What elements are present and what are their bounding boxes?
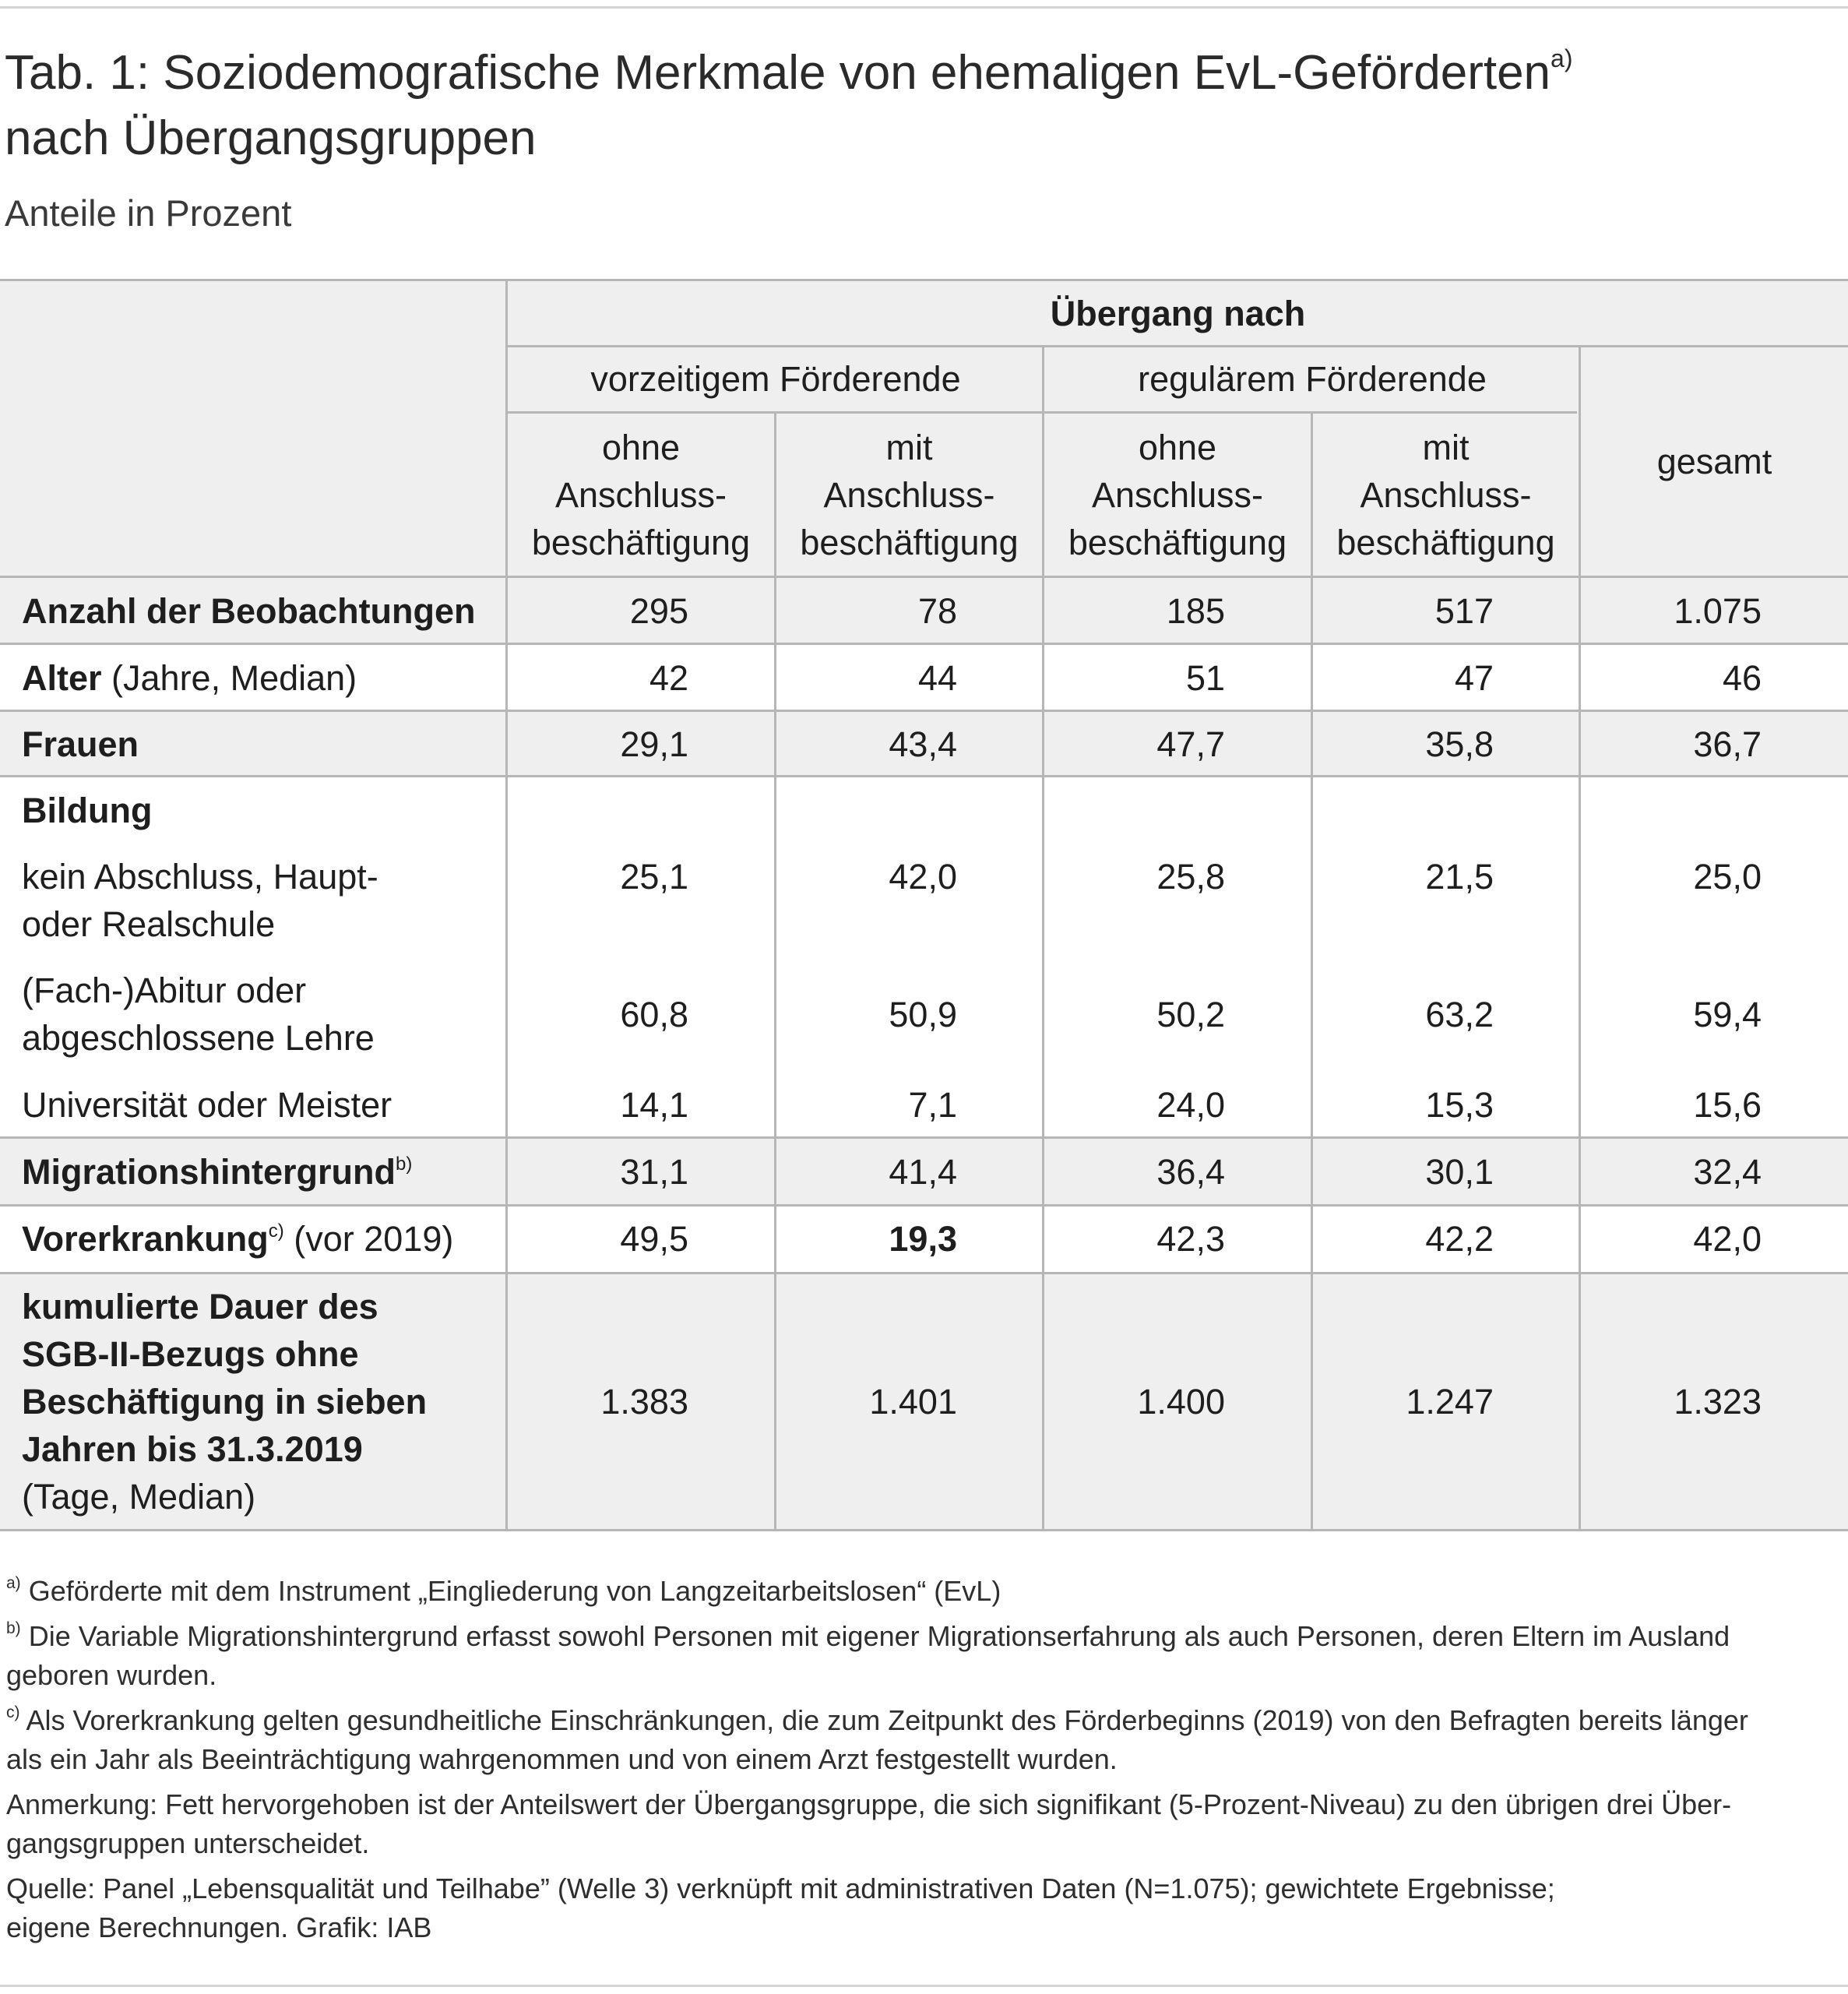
cell-alter-3: 51 (1185, 658, 1225, 698)
cell-anzahl-4: 517 (1434, 591, 1494, 631)
header-sub-2-line-1: mit (885, 428, 933, 467)
header-gesamt: gesamt (1656, 442, 1772, 481)
header-sub-3-line-3: beschäftigung (1068, 523, 1287, 562)
row-label-abitur (22, 967, 375, 1062)
footnote-b-text-1: Die Variable Migrationshintergrund erfasst sowohl Personen mit eigener Migrationserfahrung als auch Personen, deren Eltern im Ausland (28, 1620, 1730, 1652)
quelle-text-1: Quelle: Panel „Lebensqualität und Teilhabe” (Welle 3) verknüpft mit administrativen Daten (N=1.075); gewichtete Ergebnisse; (6, 1872, 1555, 1904)
header-sub-1-line-3: beschäftigung (531, 523, 751, 562)
cell-frauen-3: 47,7 (1156, 724, 1225, 764)
row-label-kein-abschluss (22, 853, 378, 948)
row-label-frauen (22, 720, 139, 768)
quelle-text-2: eigene Berechnungen. Grafik: IAB (6, 1911, 432, 1943)
cell-dauer-4: 1.247 (1406, 1382, 1494, 1422)
row-label-alter-rest: (Jahre, Median) (101, 658, 357, 698)
rule-under-uebergang (506, 345, 1848, 347)
title-line-1: Tab. 1: Soziodemografische Merkmale von ehemaligen EvL-Geförderten (5, 46, 1551, 100)
cell-uni-3: 24,0 (1156, 1085, 1225, 1125)
anmerkung-text-2: gangsgruppen unterscheidet. (6, 1827, 370, 1859)
rule-row-1 (0, 643, 1848, 645)
cell-migration-1: 31,1 (620, 1152, 688, 1192)
col-rule-4 (1311, 411, 1313, 1531)
cell-kein-4: 21,5 (1425, 857, 1494, 897)
bottom-rule (0, 1985, 1848, 1987)
header-sub-3-line-1: ohne (1138, 428, 1217, 467)
top-rule (0, 6, 1848, 9)
cell-abitur-5: 59,4 (1693, 995, 1762, 1034)
row-label-dauer-line-2: SGB-II-Bezugs ohne (22, 1334, 359, 1374)
title-footnote-mark: a) (1551, 44, 1573, 72)
cell-frauen-2: 43,4 (889, 724, 957, 764)
footnotes (6, 1572, 1836, 1953)
row-label-dauer-line-3: Beschäftigung in sieben (22, 1382, 428, 1422)
cell-migration-2: 41,4 (889, 1152, 957, 1192)
row-label-alter-bold: Alter (22, 658, 102, 698)
row-label-migration-text: Migrationshintergrund (22, 1152, 396, 1192)
footnote-c-text-1: Als Vorerkrankung gelten gesundheitliche Einschränkungen, die zum Zeitpunkt des Förderbeginns (2019) von den Befragten bereits länger (26, 1704, 1748, 1736)
footnote-c (6, 1701, 1836, 1779)
header-group-regulaer: regulärem Förderende (1138, 359, 1487, 399)
header-sub-3 (1044, 424, 1311, 566)
row-label-abitur-line-1: (Fach-)Abitur oder (22, 971, 307, 1010)
row-label-anzahl (22, 587, 476, 635)
cell-alter-4: 47 (1454, 658, 1494, 698)
cell-abitur-2: 50,9 (889, 995, 957, 1034)
row-label-vorerkrankung (22, 1215, 453, 1263)
cell-uni-5: 15,6 (1693, 1085, 1762, 1125)
rule-row-3 (0, 775, 1848, 777)
header-sub-2 (776, 424, 1042, 566)
table-title (5, 41, 1827, 171)
cell-vorerkrankung-4: 42,2 (1425, 1219, 1494, 1259)
cell-dauer-1: 1.383 (600, 1382, 688, 1422)
cell-migration-3: 36,4 (1156, 1152, 1225, 1192)
header-sub-2-line-3: beschäftigung (800, 523, 1019, 562)
rule-header-bottom (0, 576, 1848, 578)
header-sub-1 (508, 424, 774, 566)
row-label-kein-line-2: oder Realschule (22, 904, 276, 944)
row-label-dauer-line-1: kumulierte Dauer des (22, 1287, 378, 1326)
cell-dauer-2: 1.401 (869, 1382, 957, 1422)
cell-anzahl-3: 185 (1166, 591, 1225, 631)
footnote-c-text-2: als ein Jahr als Beeinträchtigung wahrgenommen und von einem Arzt festgestellt wurden. (6, 1743, 1118, 1775)
cell-alter-5: 46 (1722, 658, 1762, 698)
col-rule-2 (774, 411, 776, 1531)
cell-kein-3: 25,8 (1156, 857, 1225, 897)
cell-frauen-4: 35,8 (1425, 724, 1494, 764)
header-sub-4-line-1: mit (1422, 428, 1470, 467)
cell-migration-4: 30,1 (1425, 1152, 1494, 1192)
row-label-dauer (22, 1283, 427, 1520)
row-label-migration (22, 1148, 412, 1196)
rule-header-top (0, 279, 1848, 281)
header-sub-4-line-2: Anschluss- (1360, 475, 1532, 515)
cell-migration-5: 32,4 (1693, 1152, 1762, 1192)
row-label-anzahl-text: Anzahl der Beobachtungen (22, 591, 476, 631)
footnote-a-text: Geförderte mit dem Instrument „Eingliederung von Langzeitarbeitslosen“ (EvL) (28, 1575, 1001, 1607)
header-sub-4 (1313, 424, 1579, 566)
cell-vorerkrankung-5: 42,0 (1693, 1219, 1762, 1259)
header-sub-2-line-2: Anschluss- (823, 475, 995, 515)
rule-table-bottom (0, 1529, 1848, 1531)
rule-row-4 (0, 1136, 1848, 1139)
cell-vorerkrankung-1: 49,5 (620, 1219, 688, 1259)
row-label-migration-footnote: b) (395, 1154, 413, 1175)
footnote-b (6, 1617, 1836, 1695)
header-sub-1-line-2: Anschluss- (554, 475, 727, 515)
header-sub-4-line-3: beschäftigung (1336, 523, 1555, 562)
anmerkung (6, 1785, 1836, 1863)
cell-kein-1: 25,1 (620, 857, 688, 897)
rule-row-5 (0, 1204, 1848, 1207)
cell-dauer-3: 1.400 (1137, 1382, 1225, 1422)
row-label-dauer-line-5: (Tage, Median) (22, 1477, 256, 1517)
row-label-vorerkrankung-footnote: c) (268, 1221, 284, 1242)
quelle (6, 1869, 1836, 1947)
footnote-b-mark: b) (6, 1619, 21, 1637)
row-label-kein-line-1: kein Abschluss, Haupt- (22, 857, 378, 897)
row-label-dauer-line-4: Jahren bis 31.3.2019 (22, 1429, 363, 1469)
row-label-vorerkrankung-bold: Vorerkrankung (22, 1219, 269, 1259)
title-line-2: nach Übergangsgruppen (5, 111, 537, 165)
cell-uni-2: 7,1 (908, 1085, 957, 1125)
header-group-vorzeitig: vorzeitigem Förderende (590, 359, 961, 399)
row-label-frauen-text: Frauen (22, 724, 139, 764)
col-rule-5 (1579, 345, 1581, 1531)
cell-vorerkrankung-3: 42,3 (1156, 1219, 1225, 1259)
header-sub-3-line-2: Anschluss- (1091, 475, 1264, 515)
cell-kein-5: 25,0 (1693, 857, 1762, 897)
row-label-vorerkrankung-rest: (vor 2019) (283, 1219, 454, 1259)
cell-anzahl-2: 78 (917, 591, 957, 631)
cell-abitur-4: 63,2 (1425, 995, 1494, 1034)
rule-row-2 (0, 710, 1848, 712)
row-label-abitur-line-2: abgeschlossene Lehre (22, 1018, 375, 1058)
row-label-bildung (22, 787, 152, 834)
row-label-bildung-text: Bildung (22, 791, 153, 830)
footnote-b-text-2: geboren wurden. (6, 1659, 217, 1691)
cell-uni-4: 15,3 (1425, 1085, 1494, 1125)
cell-vorerkrankung-2-significant: 19,3 (889, 1219, 957, 1259)
rule-row-6 (0, 1272, 1848, 1274)
cell-uni-1: 14,1 (620, 1085, 688, 1125)
cell-abitur-3: 50,2 (1156, 995, 1225, 1034)
header-uebergang-nach: Übergang nach (1050, 294, 1306, 333)
footnote-a (6, 1572, 1836, 1611)
cell-frauen-5: 36,7 (1693, 724, 1762, 764)
cell-alter-1: 42 (649, 658, 688, 698)
row-label-alter (22, 654, 357, 702)
footnote-c-mark: c) (6, 1703, 20, 1721)
anmerkung-text-1: Anmerkung: Fett hervorgehoben ist der Anteilswert der Übergangsgruppe, die sich signifikant (5-Prozent-Niveau) zu den übrigen drei Über- (6, 1788, 1732, 1820)
cell-anzahl-1: 295 (629, 591, 688, 631)
cell-anzahl-5: 1.075 (1674, 591, 1762, 631)
table-subtitle: Anteile in Prozent (5, 192, 292, 234)
cell-kein-2: 42,0 (889, 857, 957, 897)
cell-dauer-5: 1.323 (1674, 1382, 1762, 1422)
footnote-a-mark: a) (6, 1574, 21, 1592)
header-sub-1-line-1: ohne (601, 428, 681, 467)
cell-alter-2: 44 (917, 658, 957, 698)
cell-abitur-1: 60,8 (620, 995, 688, 1034)
row-label-universitaet: Universität oder Meister (22, 1085, 392, 1125)
cell-frauen-1: 29,1 (620, 724, 688, 764)
